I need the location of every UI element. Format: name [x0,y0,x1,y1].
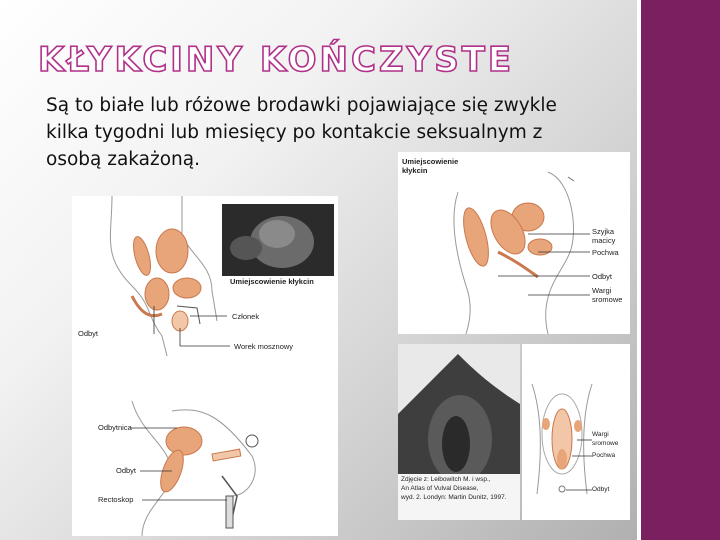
female-anatomy-figure [398,152,630,334]
photo-credit-line3: wyd. 2. Londyn: Martin Dunitz, 1997. [401,494,507,501]
female-caption-line2: kłykcin [402,166,428,175]
male-anatomy-figure [72,196,338,536]
label-odbyt-female: Odbyt [592,272,613,281]
female-caption-line1: Umiejscowienie [402,157,459,166]
decorative-side-band [641,0,720,540]
label-pochwa-bottom: Pochwa [592,452,616,459]
photo-credit-line2: An Atlas of Vulval Disease, [401,485,479,492]
label-wargi-line1: Wargi [592,286,612,295]
label-wargi-bottom-line2: sromowe [592,440,619,447]
label-szyjka-line2: macicy [592,236,616,245]
label-rectoskop: Rectoskop [98,495,134,504]
vulva-clinical-photo [398,344,520,520]
photo-caption: Umiejscowienie kłykcin [230,277,314,286]
label-odbyt-lower: Odbyt [116,466,137,475]
clinical-photo [222,204,334,276]
clinical-photo-shape [222,204,334,276]
slide-body-text: Są to białe lub różowe brodawki pojawiające się zwykle kilka tygodni lub miesięcy po kontakcie seksualnym z osobą zakażoną. [46,95,557,170]
label-pochwa-female: Pochwa [592,248,619,257]
vulva-diagram [522,344,630,520]
label-wargi-bottom-line1: Wargi [592,431,609,438]
vulva-diagram-illustration [522,344,630,520]
label-odbyt-bottom: Odbyt [592,486,610,493]
label-czlonek: Członek [232,312,260,321]
label-odbyt-male: Odbyt [78,329,99,338]
label-wargi-line2: sromowe [592,295,623,304]
label-odbytnica: Odbytnica [98,423,132,432]
label-worek-mosznowy: Worek mosznowy [234,342,294,351]
photo-credit-line1: Zdjęcie z: Leibowitch M. i wsp., [401,476,491,483]
slide-title: KŁYKCINY KOŃCZYSTE [38,40,515,80]
label-szyjka-line1: Szyjka [592,227,615,236]
